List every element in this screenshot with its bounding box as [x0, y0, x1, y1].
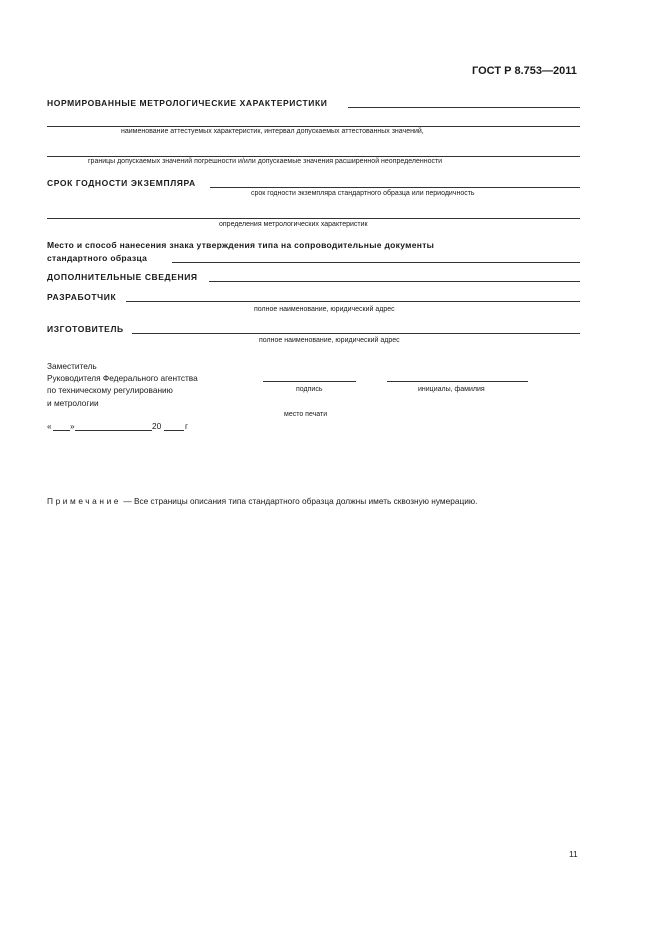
shelf-life-label: СРОК ГОДНОСТИ ЭКЗЕМПЛЯРА: [47, 178, 196, 188]
note-lead: Примечание: [47, 496, 122, 506]
sign-placement-line: [172, 262, 580, 263]
date-open-quote: «: [47, 421, 52, 431]
name-caption: инициалы, фамилия: [418, 386, 485, 393]
date-day-line: [53, 430, 70, 431]
sign-placement-line-2: стандартного образца: [47, 253, 148, 263]
shelf-life-caption-2: определения метрологических характеристик: [219, 221, 368, 228]
signatory-line-2: Руководителя Федерального агентства: [47, 373, 198, 383]
page-number: 11: [569, 849, 578, 859]
signatory-line-3: по техническому регулированию: [47, 385, 173, 395]
stamp-caption: место печати: [284, 411, 328, 418]
normalized-characteristics-line-2: [47, 126, 580, 127]
signatory-line-4: и метрологии: [47, 398, 99, 408]
developer-caption: полное наименование, юридический адрес: [254, 306, 395, 313]
normalized-characteristics-label: НОРМИРОВАННЫЕ МЕТРОЛОГИЧЕСКИЕ ХАРАКТЕРИСТИКИ: [47, 98, 328, 108]
manufacturer-caption: полное наименование, юридический адрес: [259, 337, 400, 344]
date-year-line: [164, 430, 184, 431]
document-code: ГОСТ Р 8.753—2011: [472, 65, 577, 77]
normalized-characteristics-caption-2: границы допускаемых значений погрешности и/или допускаемые значения расширенной неопределенности: [88, 158, 443, 165]
manufacturer-label: ИЗГОТОВИТЕЛЬ: [47, 324, 124, 334]
note: [47, 496, 477, 506]
date-suffix: г: [185, 421, 189, 431]
normalized-characteristics-line-1: [348, 107, 580, 108]
shelf-life-line-1: [210, 187, 580, 188]
date-close-quote: »: [70, 421, 75, 431]
signatory-line-1: Заместитель: [47, 361, 97, 371]
additional-info-label: ДОПОЛНИТЕЛЬНЫЕ СВЕДЕНИЯ: [47, 272, 198, 282]
signature-caption: подпись: [296, 386, 323, 393]
name-line: [387, 381, 528, 382]
manufacturer-line: [132, 333, 580, 334]
shelf-life-line-2: [47, 218, 580, 219]
note-text: — Все страницы описания типа стандартного образца должны иметь сквозную нумерацию.: [123, 496, 478, 506]
developer-line: [126, 301, 580, 302]
date-month-line: [75, 430, 152, 431]
normalized-characteristics-caption-1: наименование аттестуемых характеристик, интервал допускаемых аттестованных значений,: [121, 128, 424, 135]
normalized-characteristics-line-3: [47, 156, 580, 157]
signature-line: [263, 381, 356, 382]
date-year-prefix: 20: [152, 421, 162, 431]
shelf-life-caption-1: срок годности экземпляра стандартного образца или периодичность: [251, 190, 475, 197]
sign-placement-line-1: Место и способ нанесения знака утверждения типа на сопроводительные документы: [47, 240, 435, 250]
additional-info-line: [209, 281, 580, 282]
developer-label: РАЗРАБОТЧИК: [47, 292, 117, 302]
